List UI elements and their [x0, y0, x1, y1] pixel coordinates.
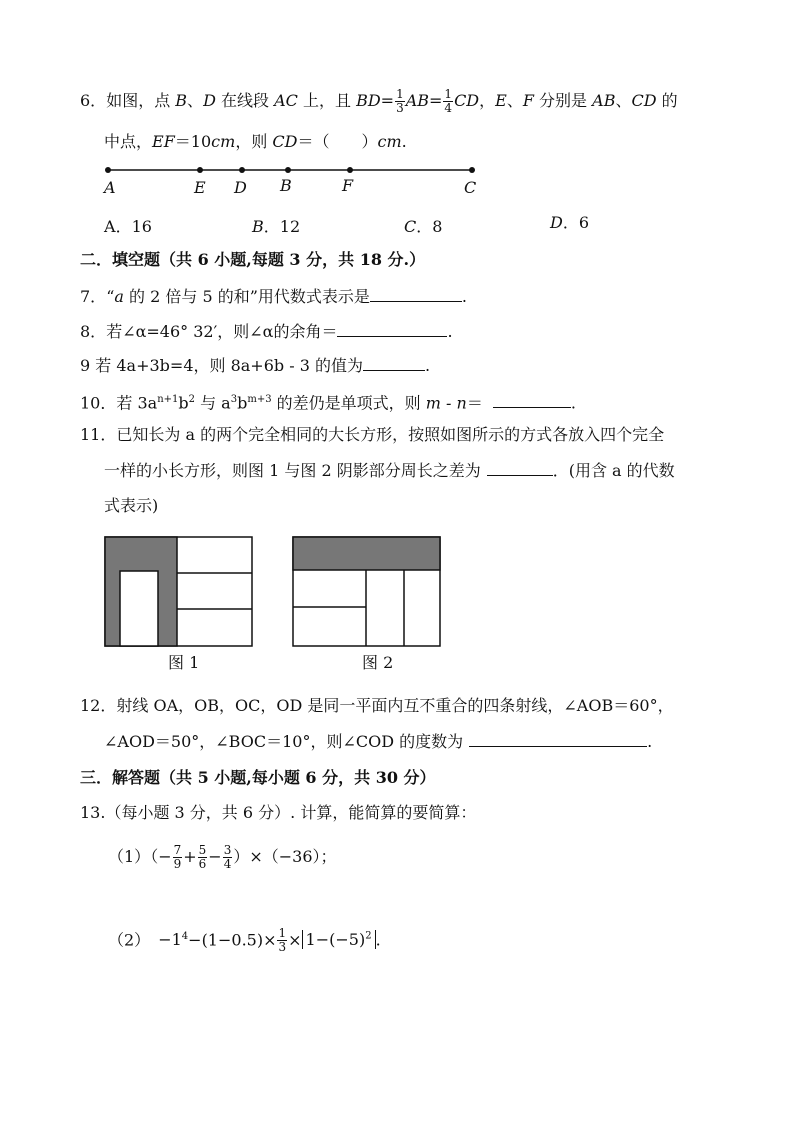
figure-1-caption: 图 1 [168, 653, 200, 672]
point-e [197, 167, 203, 173]
label-a: A [104, 178, 116, 197]
section-2-heading: 二．填空题（共 6 小题,每题 3 分，共 18 分.） [80, 250, 426, 269]
label-c: C [464, 178, 477, 197]
figure-1 [104, 536, 254, 648]
q10-answer-blank[interactable] [493, 393, 571, 408]
label-b: B [280, 176, 292, 195]
figure-2-shaded-region [293, 537, 440, 570]
fraction-3-4: $\frac{3}{4}$ [223, 843, 232, 871]
q11-answer-blank[interactable] [487, 461, 553, 476]
point-a [105, 167, 111, 173]
point-b [285, 167, 291, 173]
q13-part1: （1）（− $\frac{7}{9}$ + $\frac{5}{6}$ − $\frac{3}{4}$ ）×（−36）； [108, 843, 337, 871]
segment-diagram [100, 160, 490, 200]
fraction-7-9: $\frac{7}{9}$ [173, 843, 182, 871]
figure-2-caption: 图 2 [362, 653, 394, 672]
fraction-5-6: $\frac{5}{6}$ [198, 843, 207, 871]
label-d: D [234, 178, 247, 197]
q9: 9 若 4a+3b=4，则 8a+6b - 3 的值为 . [80, 356, 431, 375]
q13-part2: $(2) -1^4-(1-0.5)\times$ $\frac{1}{3}$ × $1-(-5)^2$ . [108, 926, 381, 955]
q12-line1: 12．射线 OA，OB，OC，OD 是同一平面内互不重合的四条射线，∠AOB＝60°， [80, 696, 674, 715]
q11-line2: 一样的小长方形，则图 1 与图 2 阴影部分周长之差为 ．(用含 a 的代数 [104, 461, 675, 480]
fraction-one-fourth: $\frac{1}{4}$ [444, 87, 453, 115]
q12-line2: ∠AOD＝50°，∠BOC＝10°，则∠COD 的度数为 . [104, 732, 653, 751]
q12-answer-blank[interactable] [469, 732, 647, 747]
section-3-heading: 三．解答题（共 5 小题,每小题 6 分，共 30 分） [80, 768, 436, 787]
q11-line3: 式表示) [104, 496, 159, 515]
figure-2 [292, 536, 442, 648]
point-d [239, 167, 245, 173]
point-c [469, 167, 475, 173]
option-a[interactable]: A．16 [104, 217, 152, 236]
option-b[interactable]: B．12 [252, 217, 301, 236]
fraction-one-third: $\frac{1}{3}$ [396, 87, 404, 115]
q7: 7．“a 的 2 倍与 5 的和”用代数式表示是 . [80, 287, 467, 306]
q9-answer-blank[interactable] [363, 356, 425, 371]
q6-line1: 6．如图，点 B、D 在线段 AC 上，且 BD= $\frac{1}{3}$ AB= $\frac{1}{4}$ CD，E、F 分别是 AB、CD 的 [80, 87, 678, 115]
q7-answer-blank[interactable] [370, 287, 462, 302]
label-e: E [194, 178, 206, 197]
q13-intro: 13.（每小题 3 分，共 6 分）. 计算，能简算的要简算： [80, 803, 477, 822]
figure-1-small-rect [120, 571, 158, 646]
label-f: F [342, 176, 354, 195]
q8-answer-blank[interactable] [337, 322, 447, 337]
q8: 8．若∠α=46° 32′，则∠α的余角＝ . [80, 322, 453, 341]
q6-line2: 中点，EF＝10cm，则 CD＝（ ）cm. [104, 132, 407, 151]
q10: 10．若 $3a^{n+1}b^2$ 与 $a^3b^{m+3}$ 的差仍是单项式，则 m - n＝ . [80, 393, 576, 413]
point-f [347, 167, 353, 173]
question-number: 6． [80, 91, 107, 110]
q11-line1: 11．已知长为 a 的两个完全相同的大长方形，按照如图所示的方式各放入四个完全 [80, 425, 665, 444]
option-c[interactable]: C．8 [404, 217, 443, 236]
absolute-value-bars: $1-(-5)^2$ [302, 930, 376, 949]
fraction-1-3: $\frac{1}{3}$ [278, 926, 287, 955]
option-d[interactable]: D．6 [550, 213, 590, 232]
